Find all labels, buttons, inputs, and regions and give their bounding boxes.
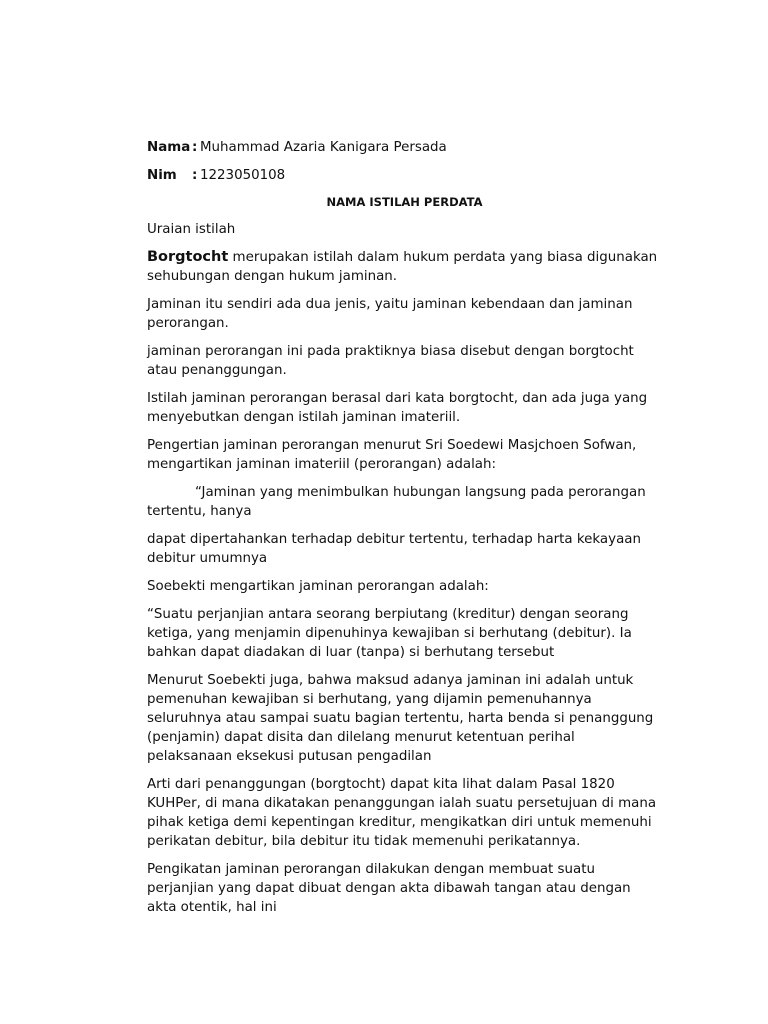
paragraph: jaminan perorangan ini pada praktiknya biasa disebut dengan borgtocht atau penanggungan. <box>147 344 634 378</box>
paragraph: Menurut Soebekti juga, bahwa maksud adanya jaminan ini adalah untuk pemenuhan kewajiban si berhutang, yang dijamin pemenuhannya seluruhnya atau sampai suatu bagian tertentu, harta benda si penanggung (penjamin) dapat disita dan dilelang menurut ketentuan perihal pelaksanaan eksekusi putusan pengadilan <box>147 673 654 764</box>
paragraph: Istilah jaminan perorangan berasal dari kata borgtocht, dan ada juga yang menyebutkan dengan istilah jaminan imateriil. <box>147 391 648 425</box>
nim-row <box>147 166 662 185</box>
subheading: Uraian istilah <box>147 222 236 237</box>
intro-term: Borgtocht <box>147 249 229 265</box>
document-title: NAMA ISTILAH PERDATA <box>326 195 483 209</box>
paragraph: Jaminan itu sendiri ada dua jenis, yaitu jaminan kebendaan dan jaminan perorangan. <box>147 297 633 331</box>
quote-paragraph: “Jaminan yang menimbulkan hubungan langsung pada perorangan tertentu, hanya <box>147 485 646 519</box>
paragraph: Arti dari penanggungan (borgtocht) dapat kita lihat dalam Pasal 1820 KUHPer, di mana dikatakan penanggungan ialah suatu persetujuan di mana pihak ketiga demi kepentingan kreditur, mengikatkan diri untuk memenuhi perikatan debitur, bila debitur itu tidak memenuhi perikatannya. <box>147 777 657 849</box>
name-colon: : <box>192 140 198 155</box>
name-row <box>147 138 662 157</box>
nim-label: Nim <box>147 168 177 183</box>
quote-paragraph: “Suatu perjanjian antara seorang berpiutang (kreditur) dengan seorang ketiga, yang menjamin dipenuhinya kewajiban si berhutang (debitur). Ia bahkan dapat diadakan di luar (tanpa) si berhutang tersebut <box>147 607 632 660</box>
nim-value: 1223050108 <box>200 168 286 183</box>
name-label: Nama <box>147 140 191 155</box>
paragraph: Soebekti mengartikan jaminan perorangan adalah: <box>147 579 489 594</box>
paragraph: dapat dipertahankan terhadap debitur tertentu, terhadap harta kekayaan debitur umumnya <box>147 532 641 566</box>
paragraph: Pengertian jaminan perorangan menurut Sri Soedewi Masjchoen Sofwan, mengartikan jaminan imateriil (perorangan) adalah: <box>147 438 637 472</box>
document-page <box>147 138 662 917</box>
nim-colon: : <box>192 168 198 183</box>
name-value: Muhammad Azaria Kanigara Persada <box>200 140 447 155</box>
intro-text: merupakan istilah dalam hukum perdata yang biasa digunakan sehubungan dengan hukum jaminan. <box>147 250 658 284</box>
paragraph: Pengikatan jaminan perorangan dilakukan dengan membuat suatu perjanjian yang dapat dibuat dengan akta dibawah tangan atau dengan akta otentik, hal ini <box>147 862 631 915</box>
intro-paragraph <box>147 248 662 286</box>
